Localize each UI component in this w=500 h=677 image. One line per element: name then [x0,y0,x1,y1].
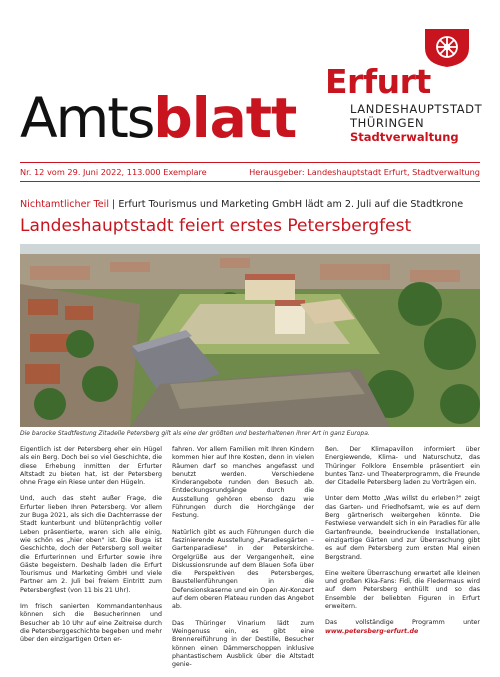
program-paragraph [325,619,480,636]
brand-line-stadtverwaltung: Stadtverwaltung [350,130,459,144]
article-column-1 [20,446,162,653]
header-top-rule [20,162,480,163]
article-headline: Landeshauptstadt feiert erstes Petersbergfest [20,216,412,236]
paragraph: Unter dem Motto „Was willst du erleben?" zeigt das Garten- und Friedhofsamt, wie es auf dem Berg gärtnerisch weitergehen könnte. Die Festwiese verwandelt sich in ein Paradies für alle Gartenfreunde, beeindruckende Installationen, einzigartige Gärten und zur Überraschung gibt es auf dem Petersberg zum ersten Mal einen Bergstrand. [325,495,480,561]
issue-line: Nr. 12 vom 29. Juni 2022, 113.000 Exemplare [20,167,207,177]
paragraph: Das Thüringer Vinarium lädt zum Weingenuss ein, es gibt eine Brennereiführung in der Destille, Besucher können einen Dämmerschoppen inklusive phantastischem Ausblick über die Altstadt genie- [172,619,314,669]
program-prefix: Das vollständige Programm unter [325,619,480,627]
brand-line-landeshauptstadt: LANDESHAUPTSTADT [350,102,483,116]
kicker-separator: | [109,199,119,210]
header-bottom-rule [20,181,480,182]
kicker-section: Nichtamtlicher Teil [20,199,109,210]
photo-illustration [20,244,480,427]
publisher-line: Herausgeber: Landeshauptstadt Erfurt, Stadtverwaltung [249,167,480,177]
masthead-title-amts: Amts [20,86,154,150]
city-logo[interactable] [320,30,483,144]
paragraph: Eigentlich ist der Petersberg eher ein Hügel als ein Berg. Doch bei so viel Geschichte, die diese Erhebung inmitten der Erfurter Altstadt zu bieten hat, ist der Petersberg ohne Frage ein Riese unter den Hügeln. [20,446,162,487]
brand-city-name: Erfurt [325,62,431,101]
article-column-3 [325,446,480,644]
article-column-2 [172,446,314,677]
kicker-text: Erfurt Tourismus und Marketing GmbH lädt am 2. Juli auf die Stadtkrone [118,199,464,210]
petersberg-aerial-photo [20,244,480,427]
paragraph: fahren. Vor allem Familien mit Ihren Kindern kommen hier auf Ihre Kosten, denn in vielen Räumen darf so manches angefasst und benutzt werden. Verschiedene Kinderangebote runden den Besuch ab. Entdeckungsrundgänge durch die Ausstellung gehören ebenso dazu wie Führungen durch die Horchgänge der Festung. [172,446,314,520]
masthead-title-blatt: blatt [153,86,297,150]
paragraph: Eine weitere Überraschung erwartet alle kleinen und großen Kika-Fans: Fidi, die Fledermaus wird auf dem Petersberg enthüllt und so das Ensemble der beliebten Figuren in Erfurt erweitern. [325,569,480,611]
paragraph: ßen. Der Klimapavillon informiert über Energiewende, Klima- und Naturschutz, das Thüringer Folklore Ensemble präsentiert ein buntes Tanz- und Theaterprogramm, die Freunde der Citadelle Petersberg laden zu Vorträgen ein. [325,446,480,487]
paragraph: Natürlich gibt es auch Führungen durch die faszinierende Ausstellung „Paradiesgärten – Gartenparadiese" in der Peterskirche. Orgelgrüße aus der Vergangenheit, eine Diskussionsrunde auf dem Blauen Sofa über die Perspektiven des Petersberges, Baustellenführungen in die Defensionskaserne und ein Open Air-Konzert auf dem oberen Plateau runden das Angebot ab. [172,528,314,611]
paragraph: Im frisch sanierten Kommandantenhaus können sich die Besucherinnen und Besucher ab 10 Uhr auf eine Zeitreise durch die Petersberggeschichte begeben und mehr über den einzigartigen Orten er- [20,603,162,644]
program-link[interactable]: www.petersberg-erfurt.de [325,627,419,635]
brand-line-thueringen: THÜRINGEN [350,116,425,130]
photo-caption: Die barocke Stadtfestung Zitadelle Petersberg gilt als eine der größten und besterhaltenen ihrer Art in ganz Europa. [20,430,370,437]
masthead-title [20,88,296,148]
paragraph: Und, auch das steht außer Frage, die Erfurter lieben Ihren Petersberg. Vor allem zur Buga 2021, als sich die Dachterrasse der Stadt kunterbunt und blütenprächtig voller Leben präsentierte, waren sich alle einig, wie schön es „hier oben" ist. Die Buga ist Geschichte, doch der Petersberg soll weiter die Erfurterinnen und Erfurter sowie ihre Gäste begeistern. Deshalb laden die Erfurt Tourismus und Marketing GmbH und viele Partner am 2. Juli bei freiem Eintritt zum Petersbergfest (von 11 bis 21 Uhr). [20,495,162,594]
article-kicker [20,199,463,210]
